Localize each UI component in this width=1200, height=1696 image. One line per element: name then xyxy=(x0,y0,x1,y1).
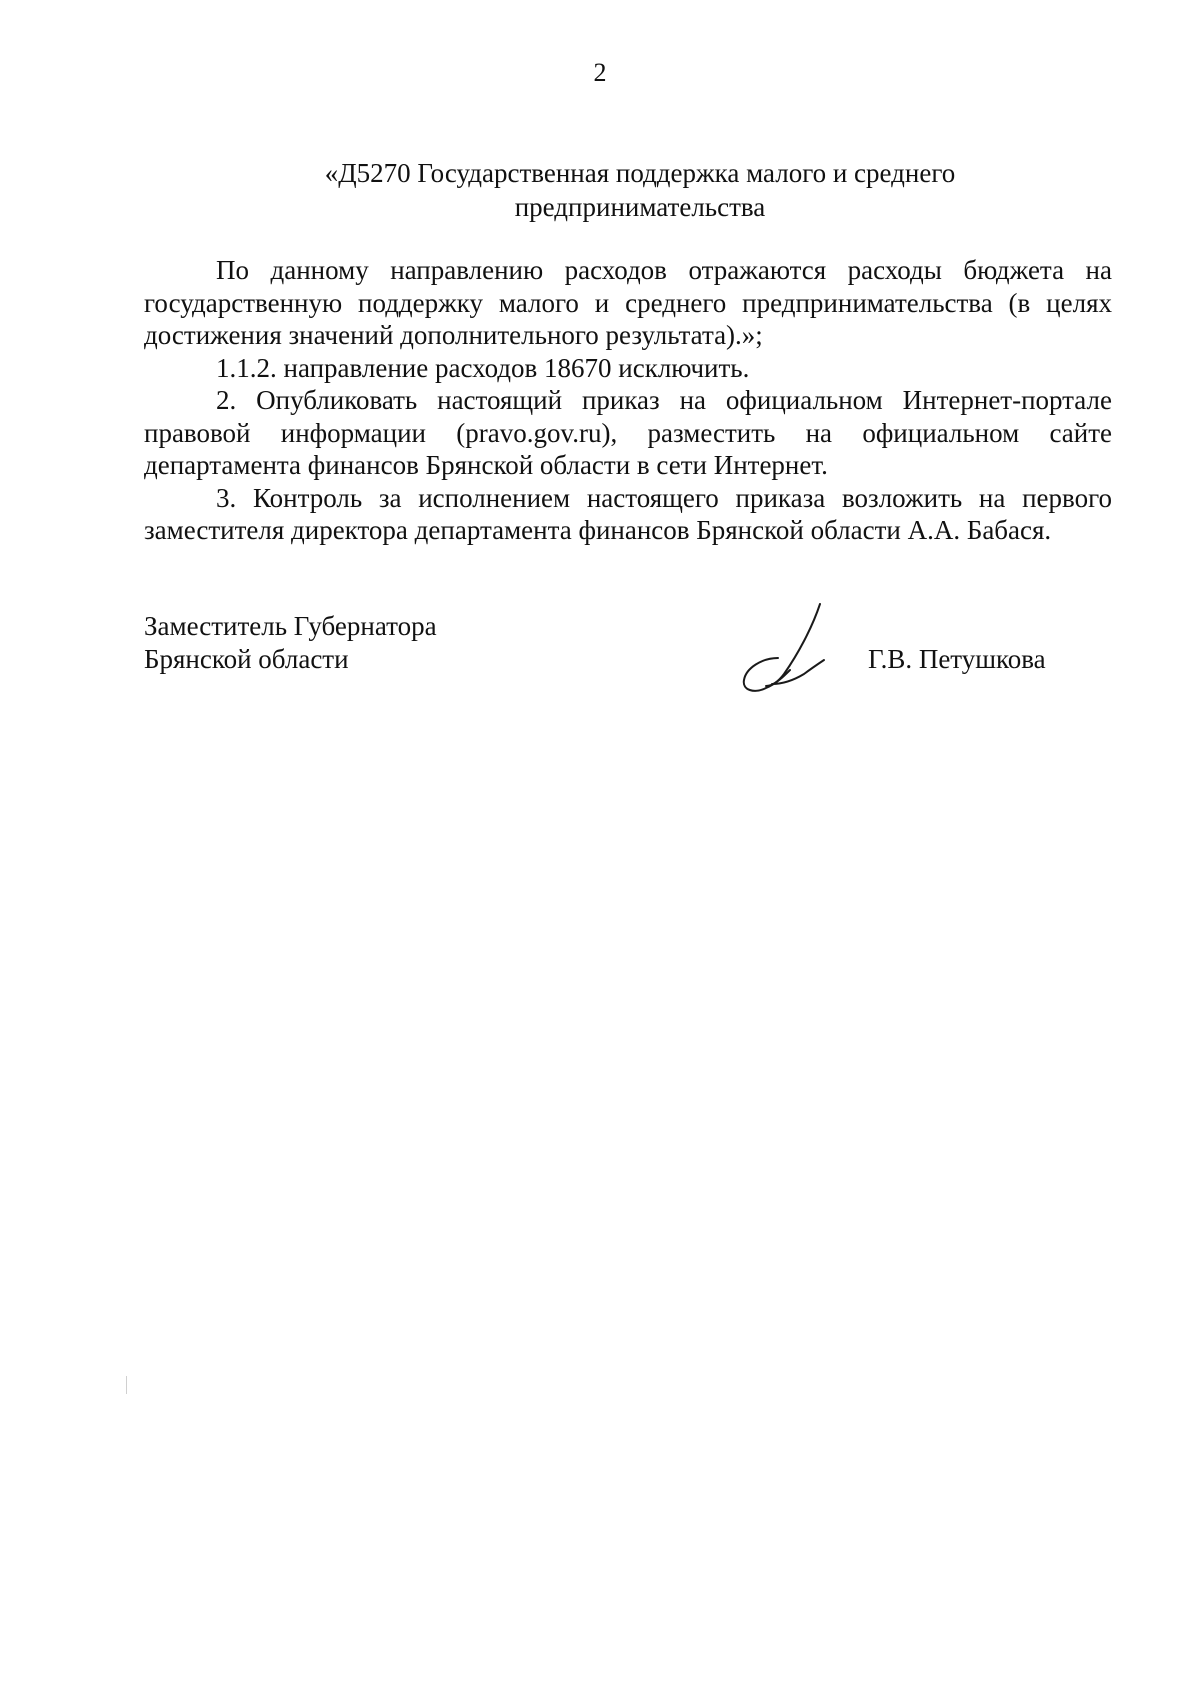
handwritten-signature xyxy=(732,598,852,708)
paragraph-item-1-1-2: 1.1.2. направление расходов 18670 исключить. xyxy=(216,352,750,383)
heading-line-1: «Д5270 Государственная поддержка малого и среднего xyxy=(324,158,956,188)
scan-artifact xyxy=(126,1376,127,1394)
signatory-position-line-1: Заместитель Губернатора xyxy=(144,611,437,641)
heading-line-2: предпринимательства xyxy=(514,192,766,222)
paragraph-item-3: 3. Контроль за исполнением настоящего приказа возложить на первого заместителя директора департамента финансов Брянской области А.А. Бабася. xyxy=(144,482,1112,545)
body-text xyxy=(144,254,1112,547)
signatory-name: Г.В. Петушкова xyxy=(868,644,1046,674)
signatory-position xyxy=(144,610,564,676)
signatory-position-line-2: Брянской области xyxy=(144,644,349,674)
page-number: 2 xyxy=(593,58,607,87)
signature-block xyxy=(144,610,1112,720)
paragraph-item-2: 2. Опубликовать настоящий приказ на официальном Интернет-портале правовой информации (pravo.gov.ru), разместить на официальном сайте департамента финансов Брянской области в сети Интернет. xyxy=(144,385,1112,480)
section-heading xyxy=(260,156,1020,224)
paragraph-description: По данному направлению расходов отражаются расходы бюджета на государственную поддержку малого и среднего предпринимательства (в целях достижения значений дополнительного результата).»; xyxy=(144,255,1112,350)
